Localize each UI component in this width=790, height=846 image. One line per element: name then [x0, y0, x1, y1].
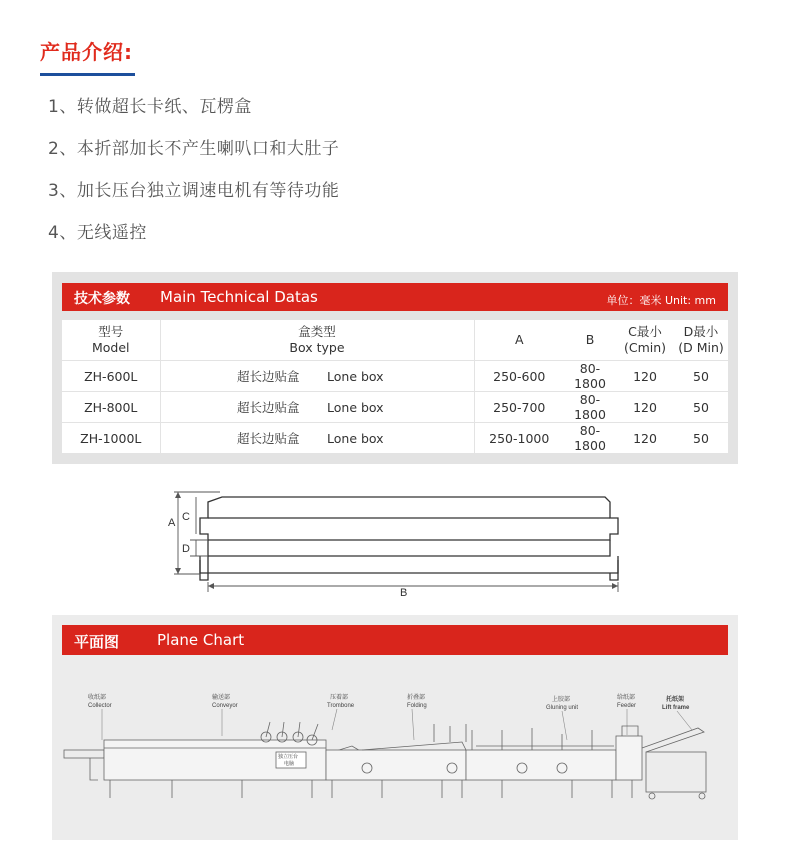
- feature-item: 2、本折部加长不产生喇叭口和大肚子: [48, 139, 340, 159]
- cell-d: 50: [674, 423, 728, 454]
- plane-title-bar: [62, 625, 728, 655]
- specs-unit: 单位：毫米 Unit: mm: [606, 294, 716, 307]
- table-row: [62, 392, 728, 423]
- part-label-feeder-en: Feeder: [617, 703, 637, 709]
- part-label-collector-en: Collector: [88, 703, 112, 709]
- dim-label-a: A: [168, 517, 176, 529]
- part-label-collector-cn: 收纸部: [88, 695, 107, 701]
- specs-title-cn: 技术参数: [74, 291, 130, 307]
- control-panel-label-en: 电脑: [284, 761, 295, 767]
- table-header-row: [62, 320, 728, 361]
- cell-d: 50: [674, 361, 728, 392]
- plane-title-en: Plane Chart: [157, 631, 245, 649]
- col-model: 型号 Model: [62, 320, 160, 361]
- part-label-lift-en: Lift frame: [662, 705, 690, 711]
- cell-box: 超长边贴盒 Lone box: [160, 392, 474, 423]
- table-row: [62, 361, 728, 392]
- part-label-trombone-en: Trombone: [327, 703, 355, 709]
- specs-title-en: Main Technical Datas: [160, 288, 318, 306]
- specs-title-bar: [62, 283, 728, 311]
- part-label-folding-cn: 折叠部: [407, 695, 426, 701]
- machine-plane-drawing: [62, 690, 728, 815]
- cell-c: 120: [616, 392, 674, 423]
- part-label-trombone-cn: 压着部: [330, 695, 349, 701]
- heading-underline: [40, 73, 135, 76]
- part-label-folding-en: Folding: [407, 703, 427, 709]
- feature-item: 1、转做超长卡纸、瓦楞盒: [48, 97, 252, 117]
- part-label-lift-cn: 托纸架: [666, 697, 685, 703]
- dim-label-b: B: [400, 587, 408, 599]
- cell-d: 50: [674, 392, 728, 423]
- col-c: C最小 (Cmin): [616, 320, 674, 361]
- cell-b: 80-1800: [564, 392, 616, 423]
- cell-a: 250-700: [474, 392, 564, 423]
- cell-model: ZH-600L: [62, 361, 160, 392]
- cell-c: 120: [616, 423, 674, 454]
- part-label-gluing-cn: 上胶部: [552, 697, 571, 703]
- col-box: 盒类型 Box type: [160, 320, 474, 361]
- cell-box: 超长边贴盒 Lone box: [160, 361, 474, 392]
- dim-label-d: D: [182, 543, 190, 555]
- cell-box: 超长边贴盒 Lone box: [160, 423, 474, 454]
- cell-b: 80-1800: [564, 423, 616, 454]
- part-label-gluing-en: Gluning unit: [546, 705, 579, 711]
- col-d: D最小 (D Min): [674, 320, 728, 361]
- table-row: [62, 423, 728, 454]
- part-label-conveyor-en: Conveyor: [212, 703, 238, 709]
- part-label-feeder-cn: 给纸部: [617, 695, 636, 701]
- control-panel-label-cn: 独立压台: [278, 754, 299, 760]
- dim-label-c: C: [182, 511, 190, 523]
- cell-a: 250-1000: [474, 423, 564, 454]
- cell-c: 120: [616, 361, 674, 392]
- col-b: B: [564, 320, 616, 361]
- section-heading: 产品介绍:: [40, 40, 133, 64]
- cell-b: 80-1800: [564, 361, 616, 392]
- feature-item: 3、加长压台独立调速电机有等待功能: [48, 181, 340, 201]
- plane-title-cn: 平面图: [74, 633, 120, 651]
- cell-model: ZH-800L: [62, 392, 160, 423]
- cell-a: 250-600: [474, 361, 564, 392]
- cell-model: ZH-1000L: [62, 423, 160, 454]
- specs-table: [62, 320, 728, 454]
- part-label-conveyor-cn: 输送部: [212, 695, 231, 701]
- box-dimension-diagram: [160, 490, 640, 605]
- feature-item: 4、无线遥控: [48, 223, 147, 243]
- col-a: A: [474, 320, 564, 361]
